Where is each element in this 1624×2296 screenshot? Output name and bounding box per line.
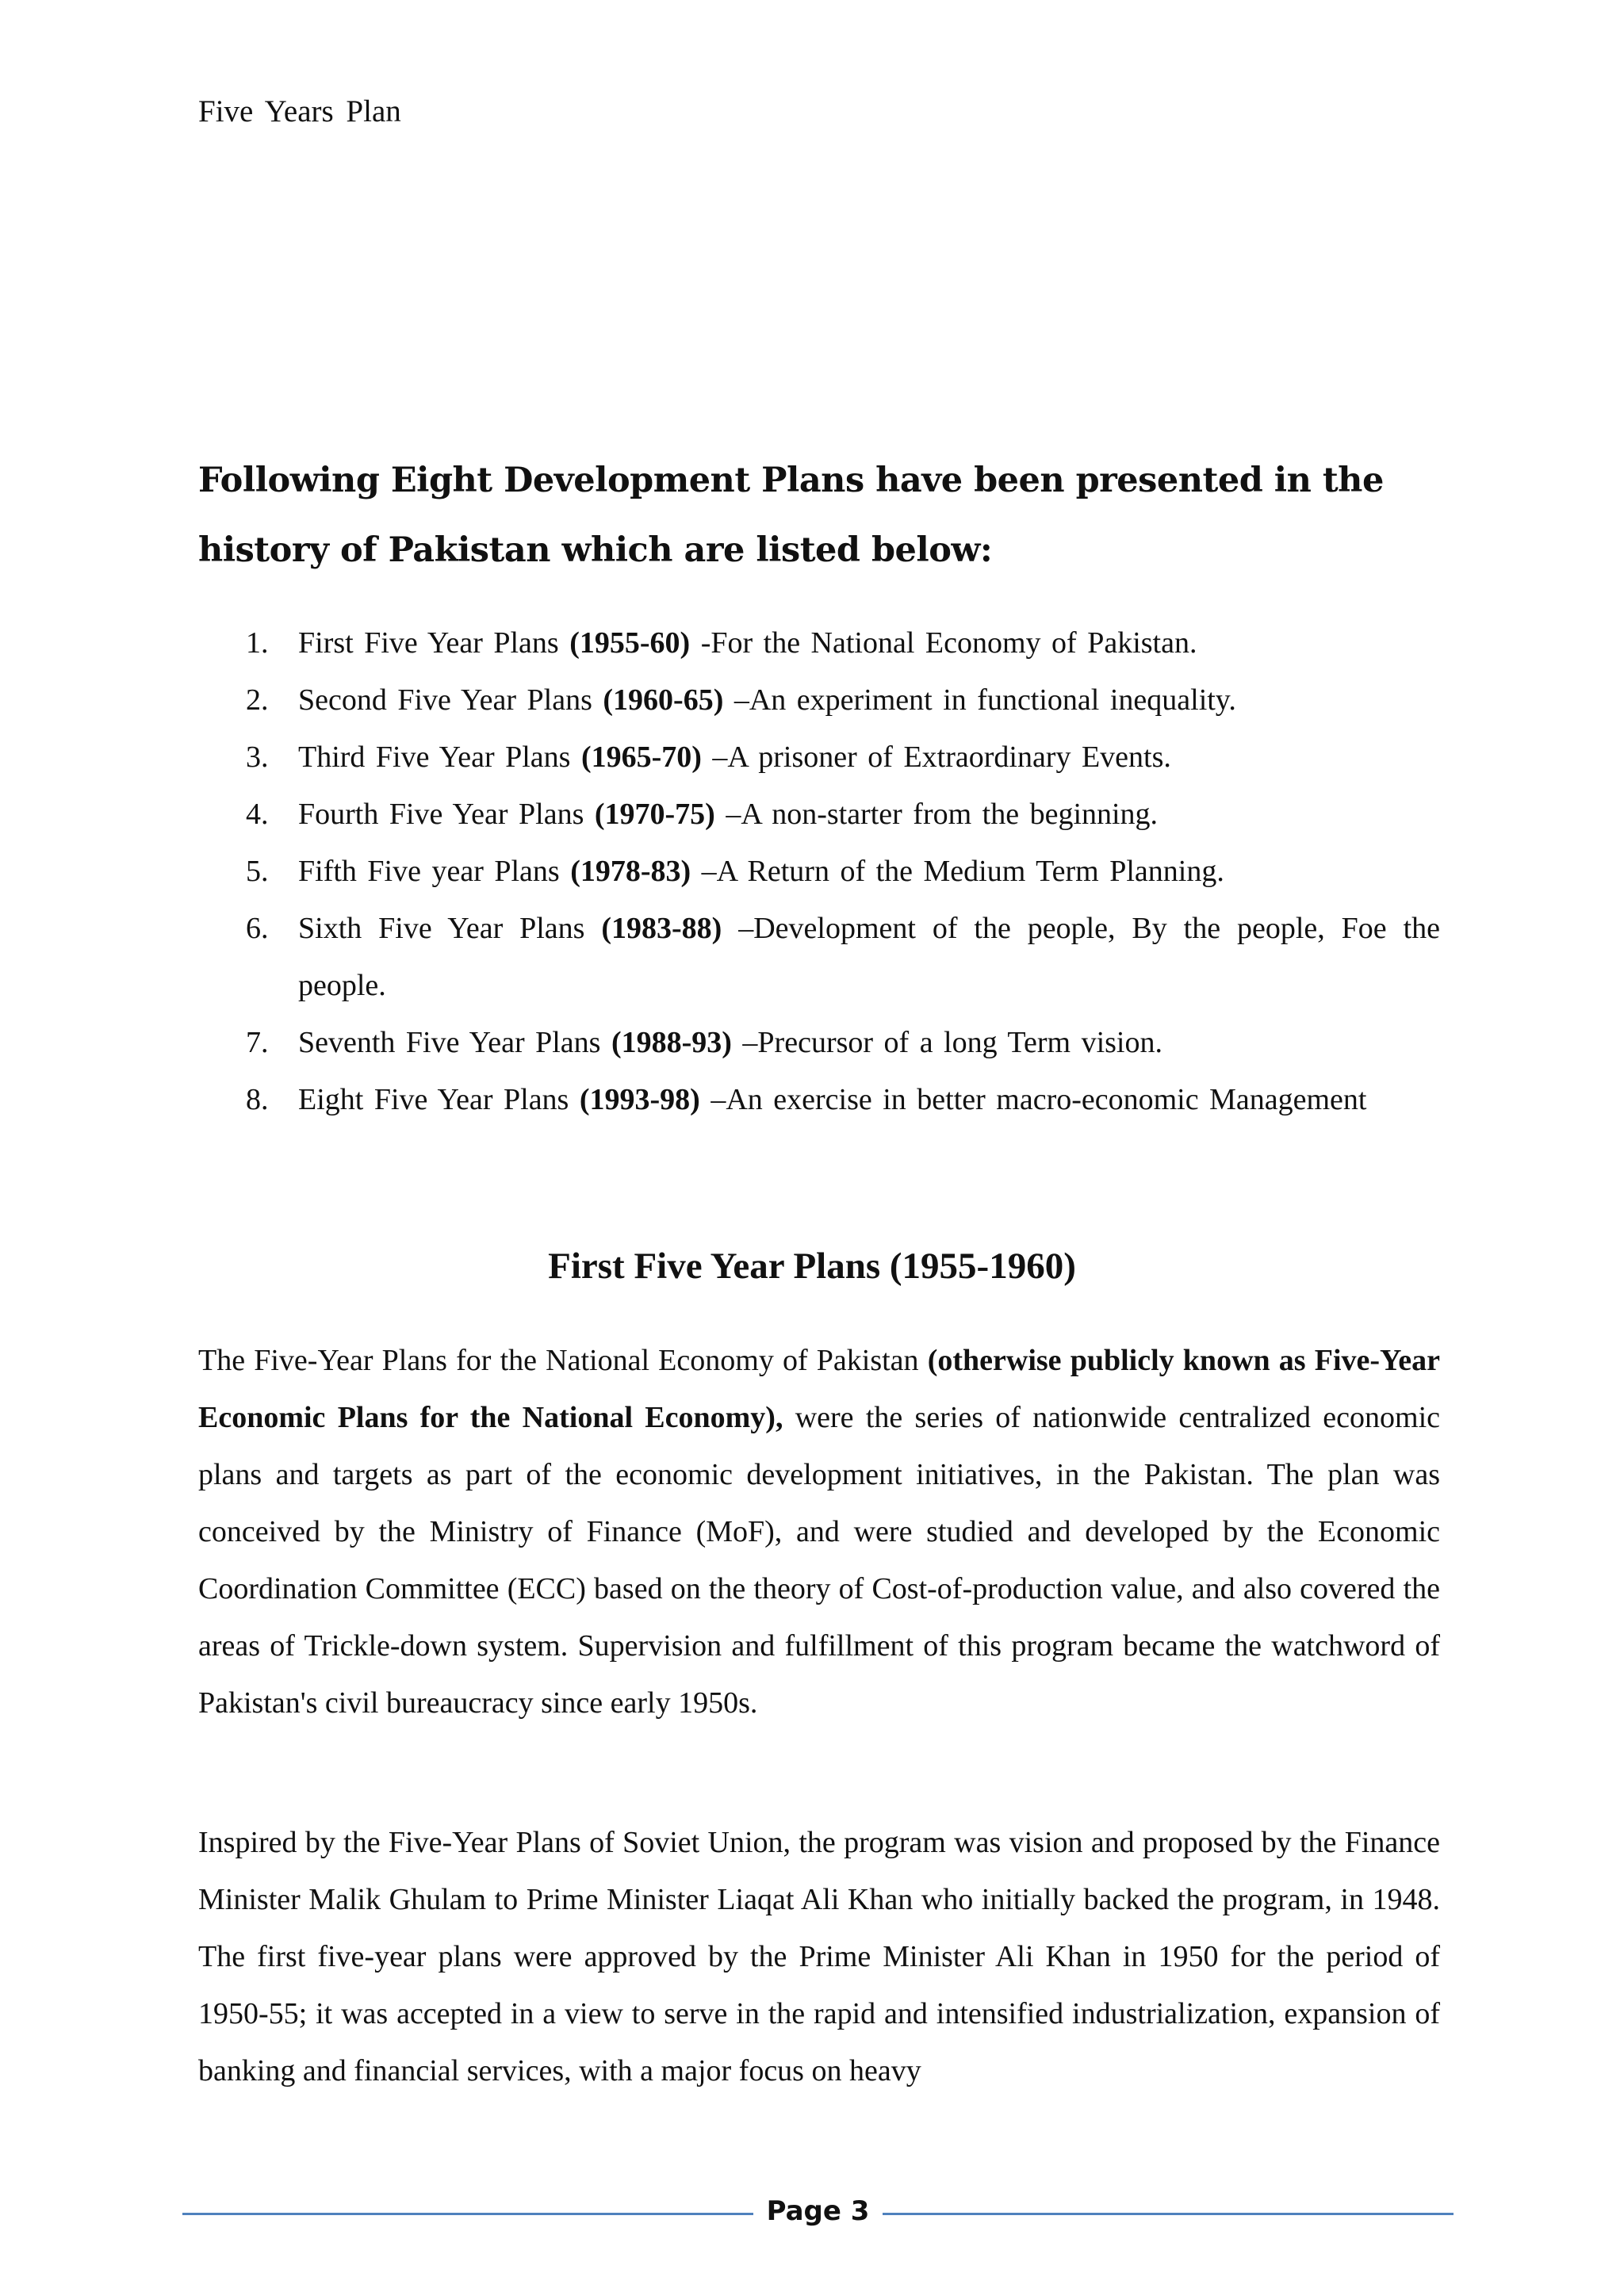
- plan-list-item: [198, 1014, 1440, 1071]
- plan-description: –A non-starter from the beginning.: [714, 798, 1159, 831]
- plan-list-item: [198, 843, 1440, 900]
- plan-years: (1965-70): [580, 740, 702, 774]
- footer-rule-right: [883, 2213, 1454, 2215]
- list-number: 4.: [246, 798, 269, 831]
- plan-description: –Development of the people, By the people, Foe the people.: [298, 912, 1440, 1002]
- list-number: 3.: [246, 740, 269, 774]
- paragraph-1: [198, 1332, 1440, 1732]
- plan-list-item: [198, 672, 1440, 729]
- plan-description: –A prisoner of Extraordinary Events.: [701, 740, 1171, 774]
- plan-name: Eight Five Year Plans: [298, 1083, 569, 1116]
- list-number: 8.: [246, 1083, 269, 1116]
- plan-name: First Five Year Plans: [298, 626, 559, 660]
- list-number: 7.: [246, 1026, 269, 1059]
- page-footer: [182, 2192, 1454, 2233]
- plan-list-item: [198, 1071, 1440, 1128]
- paragraph-1-rest: were the series of nationwide centralized economic plans and targets as part of the economic development initiatives, in the Pakistan. The plan was conceived by the Ministry of Finance (MoF), and were studied and developed by the Economic Coordination Committee (ECC) based on the theory of Cost-of-production value, and also covered the areas of Trickle-down system. Supervision and fulfillment of this program became the watchword of Pakistan's civil bureaucracy since early 1950s.: [198, 1401, 1440, 1720]
- plan-name: Second Five Year Plans: [298, 683, 592, 717]
- plan-years: (1993-98): [579, 1083, 700, 1116]
- plan-years: (1960-65): [603, 683, 724, 717]
- section-title: First Five Year Plans (1955-1960): [548, 1246, 1076, 1287]
- plan-years: (1983-88): [601, 912, 722, 945]
- plan-years: (1955-60): [569, 626, 691, 660]
- plan-description: –Precursor of a long Term vision.: [731, 1026, 1162, 1059]
- plan-years: (1988-93): [611, 1026, 732, 1059]
- plan-name: Fifth Five year Plans: [298, 855, 560, 888]
- paragraph-1-start: The Five-Year Plans for the National Economy of Pakistan: [198, 1344, 928, 1377]
- plan-list-item: [198, 786, 1440, 843]
- plan-description: -For the National Economy of Pakistan.: [690, 626, 1197, 660]
- list-number: 1.: [246, 626, 269, 660]
- plan-list-item: [198, 729, 1440, 786]
- plan-description: –A Return of the Medium Term Planning.: [691, 855, 1224, 888]
- list-number: 6.: [246, 912, 269, 945]
- plan-list: [198, 614, 1440, 1128]
- plan-list-item: [198, 900, 1440, 1014]
- running-header: Five Years Plan: [198, 94, 401, 128]
- intro-heading: Following Eight Development Plans have been presented in the history of Pakistan which are listed below:: [198, 461, 1384, 570]
- plan-description: –An exercise in better macro-economic Management: [699, 1083, 1367, 1116]
- plan-list-item: [198, 614, 1440, 672]
- plan-name: Fourth Five Year Plans: [298, 798, 584, 831]
- page-number: Page 3: [766, 2195, 870, 2227]
- paragraph-2: Inspired by the Five-Year Plans of Soviet Union, the program was vision and proposed by the Finance Minister Malik Ghulam to Prime Minister Liaqat Ali Khan who initially backed the program, in 1948. The first five-year plans were approved by the Prime Minister Ali Khan in 1950 for the period of 1950-55; it was accepted in a view to serve in the rapid and intensified industrialization, expansion of banking and financial services, with a major focus on heavy: [198, 1826, 1440, 2087]
- plan-name: Seventh Five Year Plans: [298, 1026, 601, 1059]
- plan-name: Sixth Five Year Plans: [298, 912, 585, 945]
- plan-description: –An experiment in functional inequality.: [723, 683, 1236, 717]
- list-number: 2.: [246, 683, 269, 717]
- plan-years: (1970-75): [594, 798, 715, 831]
- plan-name: Third Five Year Plans: [298, 740, 571, 774]
- plan-years: (1978-83): [570, 855, 691, 888]
- list-number: 5.: [246, 855, 269, 888]
- paragraph-1-bold: (otherwise publicly known as Five-Year Economic Plans for the National Economy),: [198, 1344, 1440, 1434]
